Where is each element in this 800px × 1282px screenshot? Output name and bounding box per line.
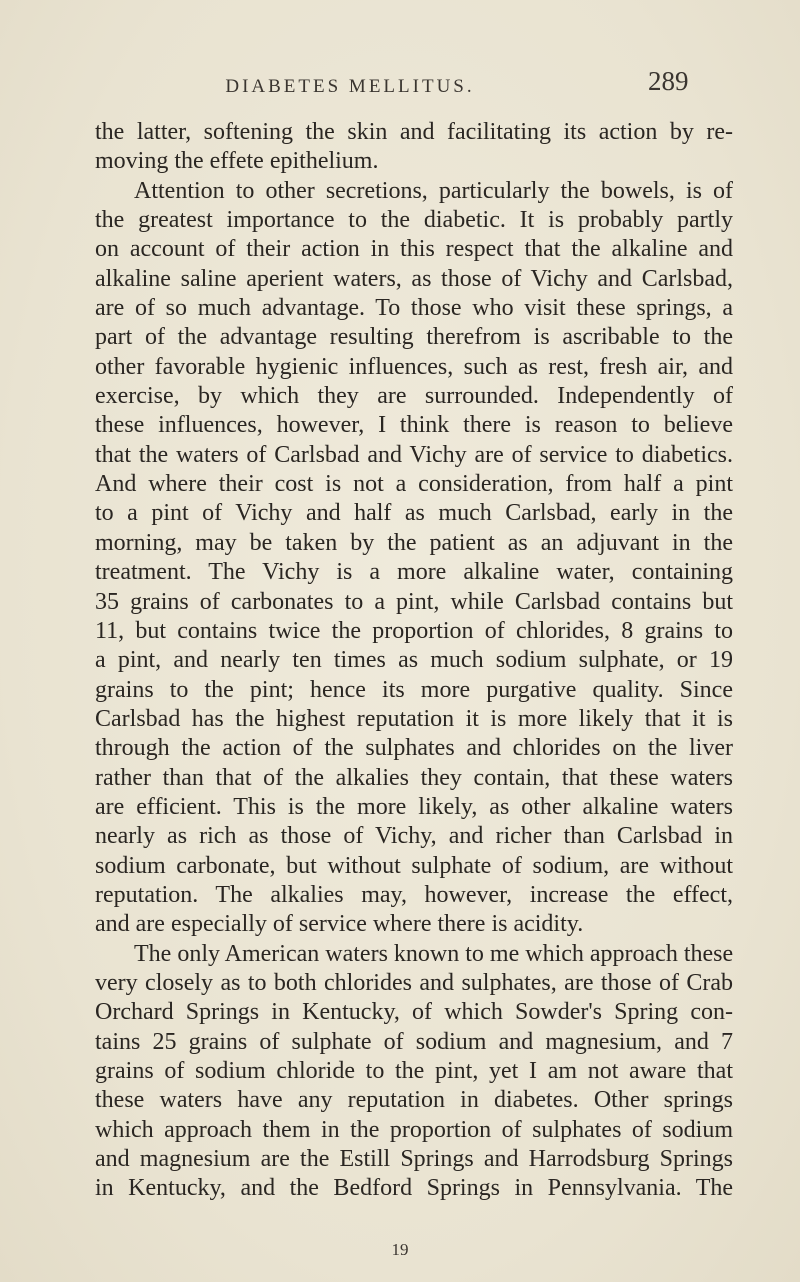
- text-line: nearly as rich as those of Vichy, and richer than Carlsbad in: [95, 823, 733, 850]
- text-line: and magnesium are the Estill Springs and Harrodsburg Springs: [95, 1146, 733, 1173]
- text-line: these waters have any reputation in diabetes. Other springs: [95, 1087, 733, 1114]
- text-line: Orchard Springs in Kentucky, of which Sowder's Spring con-: [95, 999, 733, 1026]
- text-line: morning, may be taken by the patient as an adjuvant in the: [95, 529, 733, 556]
- body-text: [95, 118, 733, 1204]
- text-line: alkaline saline aperient waters, as those of Vichy and Carlsbad,: [95, 265, 733, 292]
- text-line: 11, but contains twice the proportion of chlorides, 8 grains to: [95, 617, 733, 644]
- text-line: through the action of the sulphates and chlorides on the liver: [95, 735, 733, 762]
- text-line: these influences, however, I think there is reason to believe: [95, 412, 733, 439]
- running-head: DIABETES MELLITUS.: [225, 76, 475, 97]
- text-line: the greatest importance to the diabetic. It is probably partly: [95, 207, 733, 234]
- text-line: grains of sodium chloride to the pint, yet I am not aware that: [95, 1058, 733, 1084]
- signature-mark: 19: [391, 1240, 409, 1259]
- text-line: grains to the pint; hence its more purgative quality. Since: [95, 676, 733, 703]
- text-line: part of the advantage resulting therefrom is ascribable to the: [95, 324, 733, 351]
- text-line: exercise, by which they are surrounded. Independently of: [95, 383, 733, 410]
- text-line: The only American waters known to me which approach these: [134, 940, 734, 967]
- text-line: and are especially of service where there is acidity.: [95, 911, 584, 938]
- text-line: sodium carbonate, but without sulphate of sodium, are without: [95, 852, 733, 879]
- text-line: other favorable hygienic influences, such as rest, fresh air, and: [95, 353, 733, 380]
- text-line: Attention to other secretions, particularly the bowels, is of: [134, 177, 733, 204]
- text-line: are efficient. This is the more likely, as other alkaline waters: [95, 793, 733, 820]
- text-line: on account of their action in this respect that the alkaline and: [95, 236, 733, 263]
- text-line: which approach them in the proportion of sulphates of sodium: [95, 1116, 733, 1143]
- text-line: a pint, and nearly ten times as much sodium sulphate, or 19: [95, 647, 733, 674]
- text-line: moving the effete epithelium.: [95, 148, 379, 175]
- text-line: treatment. The Vichy is a more alkaline water, containing: [95, 559, 733, 586]
- text-line: tains 25 grains of sulphate of sodium and magnesium, and 7: [95, 1028, 733, 1055]
- text-line: very closely as to both chlorides and sulphates, are those of Crab: [95, 969, 733, 996]
- text-line: in Kentucky, and the Bedford Springs in Pennsylvania. The: [95, 1175, 733, 1202]
- text-line: And where their cost is not a consideration, from half a pint: [95, 471, 733, 498]
- text-line: to a pint of Vichy and half as much Carlsbad, early in the: [95, 500, 733, 527]
- text-line: Carlsbad has the highest reputation it is more likely that it is: [95, 705, 733, 732]
- text-line: rather than that of the alkalies they contain, that these waters: [95, 764, 733, 791]
- text-line: the latter, softening the skin and facilitating its action by re-: [95, 119, 733, 145]
- text-line: 35 grains of carbonates to a pint, while Carlsbad contains but: [95, 588, 733, 615]
- text-line: reputation. The alkalies may, however, increase the effect,: [95, 881, 733, 908]
- text-line: are of so much advantage. To those who visit these springs, a: [95, 295, 733, 322]
- page-number: 289: [648, 66, 689, 96]
- text-line: that the waters of Carlsbad and Vichy are of service to diabetics.: [95, 441, 733, 468]
